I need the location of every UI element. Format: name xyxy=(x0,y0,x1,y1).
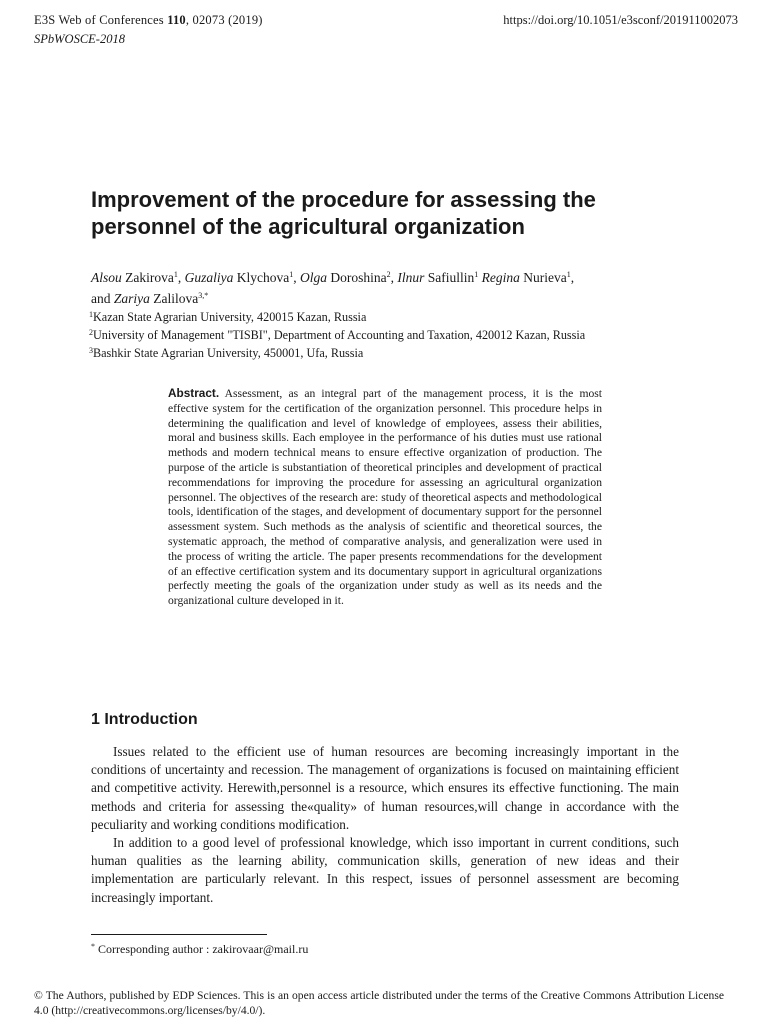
abstract-label: Abstract. xyxy=(168,386,220,400)
affiliation-list xyxy=(89,307,709,361)
footnote-mark: * xyxy=(91,942,95,951)
author-given-name: Olga xyxy=(299,270,327,285)
author-affiliation-mark: 2 xyxy=(386,270,391,279)
author-list xyxy=(91,266,691,308)
author-family-name: Zalilova xyxy=(149,291,199,306)
author xyxy=(397,270,481,285)
affiliation-number: 2 xyxy=(89,328,93,337)
author-affiliation-mark: 1 xyxy=(173,270,178,279)
affiliation-number: 1 xyxy=(89,310,93,319)
footnote xyxy=(91,942,308,957)
section-heading: 1 Introduction xyxy=(91,711,198,728)
author-given-name: Guzaliya xyxy=(184,270,234,285)
journal-citation xyxy=(34,13,263,28)
author-family-name: Doroshina xyxy=(326,270,387,285)
author-family-name: Safiullin xyxy=(424,270,475,285)
author-family-name: Zakirova xyxy=(121,270,174,285)
author-given-name: Regina xyxy=(481,270,520,285)
author xyxy=(114,291,208,306)
paper-title: Improvement of the procedure for assessing the personnel of the agricultural organization xyxy=(91,187,596,239)
author-given-name: Ilnur xyxy=(397,270,425,285)
author xyxy=(482,270,574,285)
journal-volume: 110 xyxy=(167,13,186,27)
license-notice: © The Authors, published by EDP Sciences. This is an open access article distributed under the terms of the Creative Commons Attribution License 4.0 (http://creativecommons.org/licenses/by/4.0/). xyxy=(34,989,724,1017)
author-given-name: Zariya xyxy=(113,291,150,306)
author-separator: , xyxy=(390,270,398,285)
author-affiliation-mark: 1 xyxy=(474,270,479,279)
author-separator: , xyxy=(177,270,185,285)
author-conjunction: and xyxy=(91,291,114,306)
section-body xyxy=(91,743,679,907)
doi-link[interactable]: https://doi.org/10.1051/e3sconf/201911002073 xyxy=(503,13,738,27)
affiliation xyxy=(89,343,709,361)
author xyxy=(91,270,185,285)
author-affiliation-mark: 3,* xyxy=(198,291,209,300)
abstract-text: Assessment, as an integral part of the management process, it is the most effective system for the certification of the organization personnel. This procedure helps in determining the qualification and level of knowledge of employees, assess their abilities, moral and business skills. Each employee in the performance of his duties must use rational methods and modern technical means to ensure effective organization of production. The purpose of the article is substantiation of theoretical principles and development of practical recommendations for improving the procedure for assessing an agricultural organization personnel. The objectives of the research are: study of theoretical aspects and methodological tools, identification of the stages, and development of documentary support for the personnel assessment system. Such methods as the analysis of scientific and theoretical sources, the systematic approach, the method of comparative analysis, and generalization were used in the process of writing the article. The paper presents recommendations for the development of an effective certification system and its documentary support in agricultural organizations perfectly meeting the goals of the organization under study as well as its needs and the organizational culture developed in it. xyxy=(168,387,602,608)
author xyxy=(300,270,397,285)
author-given-name: Alsou xyxy=(91,270,122,285)
affiliation-text: Kazan State Agrarian University, 420015 Kazan, Russia xyxy=(93,310,367,324)
author-separator: , xyxy=(293,270,300,285)
abstract xyxy=(168,386,602,609)
journal-name: E3S Web of Conferences xyxy=(34,13,164,27)
affiliation-text: University of Management "TISBI", Department of Accounting and Taxation, 420012 Kazan, Russia xyxy=(93,328,586,342)
affiliation xyxy=(89,325,709,343)
affiliation-text: Bashkir State Agrarian University, 450001, Ufa, Russia xyxy=(93,346,364,360)
author-family-name: Klychova xyxy=(233,270,290,285)
author-affiliation-mark: 1 xyxy=(566,270,571,279)
author-separator: , xyxy=(570,270,575,285)
footnote-divider xyxy=(91,934,267,935)
footnote-text: Corresponding author : zakirovaar@mail.ru xyxy=(98,942,309,956)
paragraph: In addition to a good level of professional knowledge, which isso important in current conditions, such human qualities as the learning ability, communication skills, generation of new ideas and their implementation are particularly relevant. In this respect, issues of personnel assessment are becoming increasingly important. xyxy=(91,835,679,905)
affiliation xyxy=(89,307,709,325)
author xyxy=(185,270,300,285)
paragraph: Issues related to the efficient use of human resources are becoming increasingly important in the conditions of uncertainty and recession. The management of organizations is focused on maintaining efficient and competitive activity. Herewith,personnel is a resource, which ensures its effective functioning. The main methods and criteria for assessing the«quality» of human resources,will change in accordance with the peculiarity and working conditions modification. xyxy=(91,744,679,832)
affiliation-number: 3 xyxy=(89,346,93,355)
journal-year: (2019) xyxy=(228,13,263,27)
article-number: , 02073 xyxy=(185,13,225,27)
conference-name: SPbWOSCE-2018 xyxy=(34,32,125,46)
author-family-name: Nurieva xyxy=(519,270,567,285)
author-affiliation-mark: 1 xyxy=(289,270,294,279)
